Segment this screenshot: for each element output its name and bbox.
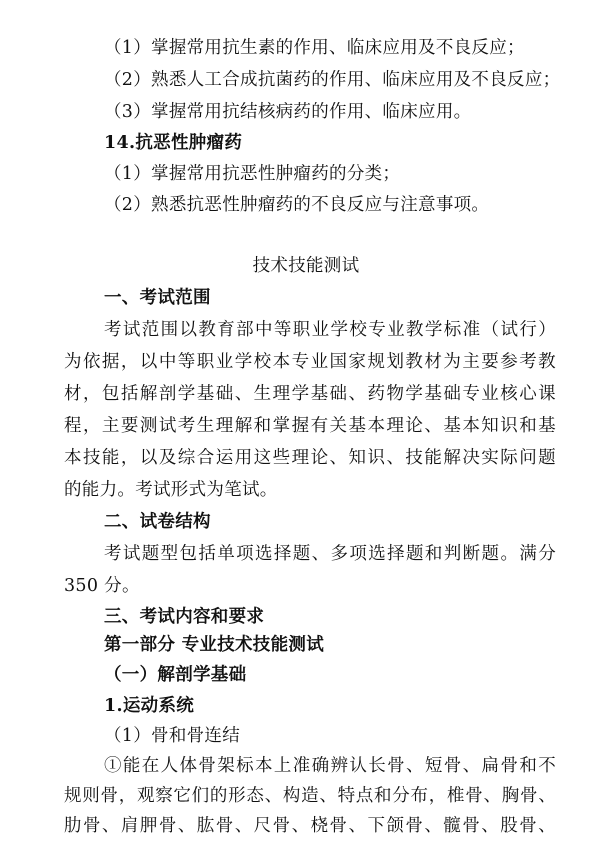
scope-line-2: 为依据，以中等职业学校本专业国家规划教材为主要参考教 <box>64 352 556 372</box>
antibiotics-item-1: （1）掌握常用抗生素的作用、临床应用及不良反应； <box>104 38 525 58</box>
section-14-heading: 14.抗恶性肿瘤药 <box>104 133 243 153</box>
content-heading: 三、考试内容和要求 <box>104 607 265 627</box>
structure-line-1: 考试题型包括单项选择题、多项选择题和判断题。满分 <box>104 544 556 564</box>
scope-heading: 一、考试范围 <box>104 288 211 308</box>
body-line-1: ①能在人体骨架标本上准确辨认长骨、短骨、扁骨和不 <box>104 756 556 776</box>
body-line-3: 肋骨、肩胛骨、肱骨、尺骨、桡骨、下颌骨、髋骨、股骨、 <box>64 816 556 836</box>
scope-line-4: 程，主要测试考生理解和掌握有关基本理论、基本知识和基 <box>64 416 556 436</box>
body-line-2: 规则骨，观察它们的形态、构造、特点和分布，椎骨、胸骨、 <box>64 786 556 806</box>
anatomy-heading: （一）解剖学基础 <box>104 665 247 685</box>
scope-line-3: 材，包括解剖学基础、生理学基础、药物学基础专业核心课 <box>64 384 556 404</box>
antibiotics-item-3: （3）掌握常用抗结核病药的作用、临床应用。 <box>104 102 472 122</box>
motor-system-heading: 1.运动系统 <box>104 696 195 716</box>
section-14-item-2: （2）熟悉抗恶性肿瘤药的不良反应与注意事项。 <box>104 195 490 215</box>
structure-line-2: 350 分。 <box>64 576 140 596</box>
bones-item: （1）骨和骨连结 <box>104 726 241 746</box>
antibiotics-item-2: （2）熟悉人工合成抗菌药的作用、临床应用及不良反应； <box>104 70 561 90</box>
section-14-item-1: （1）掌握常用抗恶性肿瘤药的分类； <box>104 164 401 184</box>
scope-line-1: 考试范围以教育部中等职业学校专业教学标准（试行） <box>104 320 556 340</box>
structure-heading: 二、试卷结构 <box>104 512 211 532</box>
main-title: 技术技能测试 <box>252 256 360 276</box>
scope-line-5: 本技能，以及综合运用这些理论、知识、技能解决实际问题 <box>64 448 556 468</box>
scope-line-6: 的能力。考试形式为笔试。 <box>64 480 278 500</box>
part-heading: 第一部分 专业技术技能测试 <box>104 635 324 655</box>
